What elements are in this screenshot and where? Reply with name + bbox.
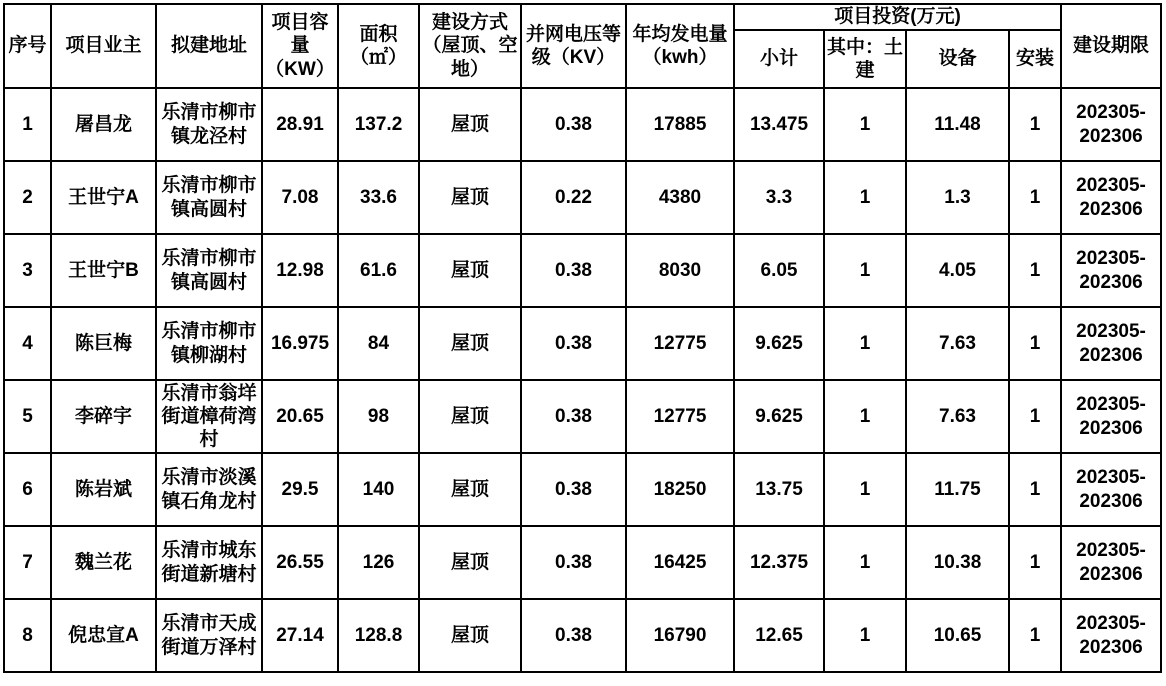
cell-subtotal: 13.475 — [734, 88, 824, 161]
cell-equipment: 7.63 — [906, 307, 1009, 380]
cell-address: 乐清市柳市镇龙泾村 — [156, 88, 262, 161]
cell-subtotal: 9.625 — [734, 307, 824, 380]
cell-equipment: 11.48 — [906, 88, 1009, 161]
cell-period: 202305-202306 — [1061, 307, 1161, 380]
cell-generation: 12775 — [626, 380, 734, 453]
cell-civil: 1 — [824, 453, 906, 526]
cell-install: 1 — [1009, 599, 1061, 672]
cell-civil: 1 — [824, 599, 906, 672]
cell-method: 屋顶 — [419, 380, 521, 453]
cell-address: 乐清市天成街道万泽村 — [156, 599, 262, 672]
cell-capacity: 28.91 — [262, 88, 338, 161]
cell-no: 1 — [4, 88, 51, 161]
cell-civil: 1 — [824, 161, 906, 234]
cell-generation: 16425 — [626, 526, 734, 599]
cell-no: 3 — [4, 234, 51, 307]
cell-install: 1 — [1009, 161, 1061, 234]
cell-area: 33.6 — [338, 161, 419, 234]
table-row — [4, 526, 1161, 599]
cell-civil: 1 — [824, 307, 906, 380]
cell-generation: 16790 — [626, 599, 734, 672]
cell-address: 乐清市柳市镇高圆村 — [156, 161, 262, 234]
cell-owner: 倪忠宣A — [51, 599, 156, 672]
cell-method: 屋顶 — [419, 88, 521, 161]
cell-capacity: 16.975 — [262, 307, 338, 380]
table-row — [4, 88, 1161, 161]
cell-capacity: 20.65 — [262, 380, 338, 453]
cell-voltage: 0.22 — [521, 161, 626, 234]
cell-address: 乐清市翁垟街道樟荷湾村 — [156, 380, 262, 453]
cell-subtotal: 12.375 — [734, 526, 824, 599]
cell-subtotal: 3.3 — [734, 161, 824, 234]
cell-civil: 1 — [824, 88, 906, 161]
header-investment-group: 项目投资(万元) — [734, 4, 1061, 30]
cell-period: 202305-202306 — [1061, 599, 1161, 672]
cell-no: 7 — [4, 526, 51, 599]
header-period: 建设期限 — [1061, 4, 1161, 88]
cell-install: 1 — [1009, 307, 1061, 380]
cell-install: 1 — [1009, 380, 1061, 453]
table-row — [4, 161, 1161, 234]
cell-civil: 1 — [824, 234, 906, 307]
cell-generation: 8030 — [626, 234, 734, 307]
cell-period: 202305-202306 — [1061, 380, 1161, 453]
header-equipment: 设备 — [906, 30, 1009, 88]
cell-subtotal: 6.05 — [734, 234, 824, 307]
header-row-top — [4, 4, 1161, 30]
cell-generation: 12775 — [626, 307, 734, 380]
cell-method: 屋顶 — [419, 307, 521, 380]
cell-capacity: 27.14 — [262, 599, 338, 672]
cell-address: 乐清市柳市镇高圆村 — [156, 234, 262, 307]
cell-subtotal: 12.65 — [734, 599, 824, 672]
cell-generation: 18250 — [626, 453, 734, 526]
cell-voltage: 0.38 — [521, 380, 626, 453]
project-investment-table — [3, 3, 1162, 673]
cell-area: 84 — [338, 307, 419, 380]
cell-period: 202305-202306 — [1061, 88, 1161, 161]
cell-capacity: 26.55 — [262, 526, 338, 599]
cell-owner: 魏兰花 — [51, 526, 156, 599]
cell-area: 126 — [338, 526, 419, 599]
cell-capacity: 12.98 — [262, 234, 338, 307]
cell-equipment: 1.3 — [906, 161, 1009, 234]
cell-equipment: 10.65 — [906, 599, 1009, 672]
cell-owner: 陈巨梅 — [51, 307, 156, 380]
cell-voltage: 0.38 — [521, 599, 626, 672]
table-row — [4, 307, 1161, 380]
cell-voltage: 0.38 — [521, 307, 626, 380]
table-row — [4, 380, 1161, 453]
cell-equipment: 7.63 — [906, 380, 1009, 453]
cell-voltage: 0.38 — [521, 234, 626, 307]
cell-owner: 王世宁A — [51, 161, 156, 234]
cell-method: 屋顶 — [419, 453, 521, 526]
cell-no: 2 — [4, 161, 51, 234]
cell-method: 屋顶 — [419, 599, 521, 672]
cell-civil: 1 — [824, 526, 906, 599]
cell-no: 8 — [4, 599, 51, 672]
cell-method: 屋顶 — [419, 161, 521, 234]
cell-install: 1 — [1009, 88, 1061, 161]
cell-voltage: 0.38 — [521, 453, 626, 526]
cell-install: 1 — [1009, 234, 1061, 307]
header-civil: 其中：土建 — [824, 30, 906, 88]
cell-owner: 陈岩斌 — [51, 453, 156, 526]
cell-period: 202305-202306 — [1061, 526, 1161, 599]
cell-equipment: 10.38 — [906, 526, 1009, 599]
cell-generation: 17885 — [626, 88, 734, 161]
cell-civil: 1 — [824, 380, 906, 453]
cell-area: 137.2 — [338, 88, 419, 161]
cell-owner: 屠昌龙 — [51, 88, 156, 161]
cell-capacity: 7.08 — [262, 161, 338, 234]
cell-install: 1 — [1009, 526, 1061, 599]
cell-area: 140 — [338, 453, 419, 526]
table-body — [4, 88, 1161, 672]
header-no: 序号 — [4, 4, 51, 88]
header-area: 面积（㎡） — [338, 4, 419, 88]
cell-subtotal: 9.625 — [734, 380, 824, 453]
header-install: 安装 — [1009, 30, 1061, 88]
cell-equipment: 11.75 — [906, 453, 1009, 526]
cell-owner: 李碎宇 — [51, 380, 156, 453]
cell-no: 6 — [4, 453, 51, 526]
cell-method: 屋顶 — [419, 526, 521, 599]
cell-period: 202305-202306 — [1061, 161, 1161, 234]
table-header — [4, 4, 1161, 88]
header-method: 建设方式（屋顶、空地） — [419, 4, 521, 88]
cell-area: 61.6 — [338, 234, 419, 307]
cell-no: 5 — [4, 380, 51, 453]
cell-voltage: 0.38 — [521, 526, 626, 599]
cell-no: 4 — [4, 307, 51, 380]
cell-method: 屋顶 — [419, 234, 521, 307]
table-row — [4, 599, 1161, 672]
table-row — [4, 453, 1161, 526]
cell-equipment: 4.05 — [906, 234, 1009, 307]
header-address: 拟建地址 — [156, 4, 262, 88]
cell-address: 乐清市淡溪镇石角龙村 — [156, 453, 262, 526]
header-generation: 年均发电量（kwh） — [626, 4, 734, 88]
table-row — [4, 234, 1161, 307]
cell-area: 128.8 — [338, 599, 419, 672]
cell-generation: 4380 — [626, 161, 734, 234]
cell-area: 98 — [338, 380, 419, 453]
header-subtotal: 小计 — [734, 30, 824, 88]
header-capacity: 项目容量（KW） — [262, 4, 338, 88]
header-voltage: 并网电压等级（KV） — [521, 4, 626, 88]
header-owner: 项目业主 — [51, 4, 156, 88]
cell-voltage: 0.38 — [521, 88, 626, 161]
cell-period: 202305-202306 — [1061, 234, 1161, 307]
cell-period: 202305-202306 — [1061, 453, 1161, 526]
cell-address: 乐清市城东街道新塘村 — [156, 526, 262, 599]
cell-subtotal: 13.75 — [734, 453, 824, 526]
cell-address: 乐清市柳市镇柳湖村 — [156, 307, 262, 380]
cell-install: 1 — [1009, 453, 1061, 526]
cell-capacity: 29.5 — [262, 453, 338, 526]
cell-owner: 王世宁B — [51, 234, 156, 307]
